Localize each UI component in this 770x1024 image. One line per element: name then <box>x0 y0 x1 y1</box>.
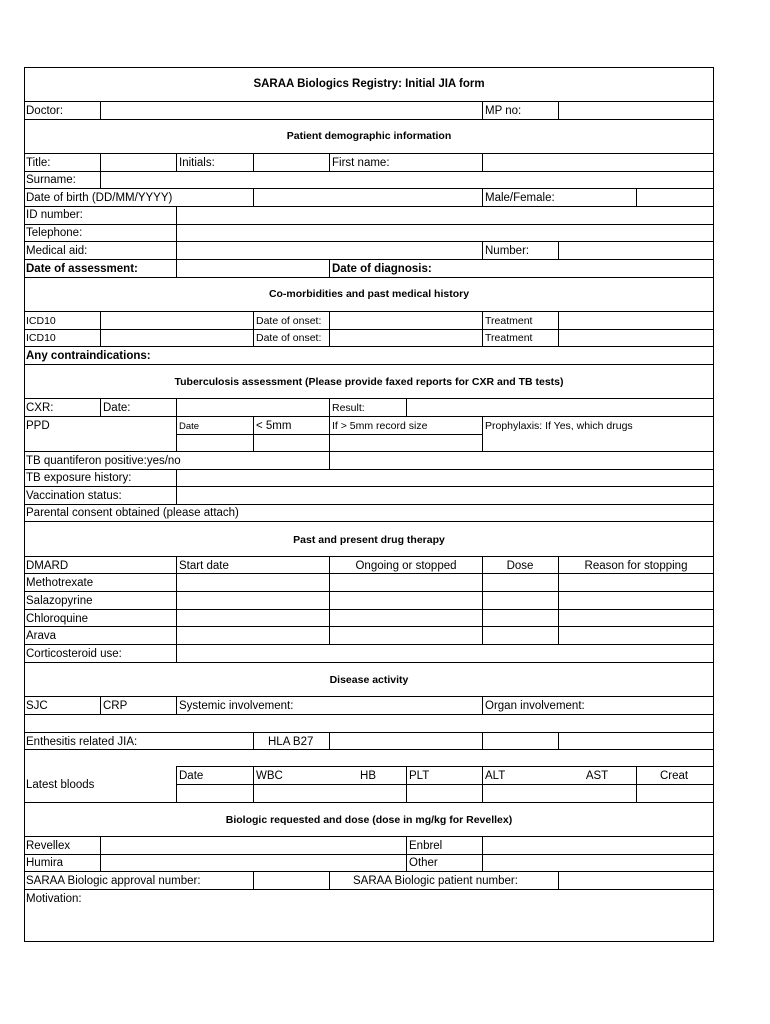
rule <box>24 871 714 872</box>
rule <box>100 153 101 171</box>
cxr-label: CXR: <box>26 402 54 414</box>
rule <box>558 732 559 749</box>
rule <box>24 714 714 715</box>
rule <box>100 398 101 416</box>
rule <box>636 766 637 802</box>
rule <box>558 311 559 346</box>
rule <box>176 153 177 171</box>
exposure-label: TB exposure history: <box>26 472 132 484</box>
surname-label: Surname: <box>26 174 76 186</box>
form-title: SARAA Biologics Registry: Initial JIA form <box>253 78 485 90</box>
corticosteroid-label: Corticosteroid use: <box>26 648 122 660</box>
drug-name: Methotrexate <box>26 577 94 589</box>
result-label: Result: <box>332 402 365 414</box>
rule <box>482 153 483 171</box>
quantiferon-label: TB quantiferon positive:yes/no <box>26 455 181 467</box>
drug-name: Chloroquine <box>26 613 89 625</box>
rule <box>24 486 714 487</box>
greater-5mm-label: If > 5mm record size <box>332 420 428 432</box>
reason-column-header: Reason for stopping <box>584 560 688 572</box>
rule <box>482 188 483 206</box>
rule <box>482 311 483 346</box>
rule <box>406 398 407 416</box>
rule <box>253 416 254 451</box>
rule <box>558 241 559 259</box>
patient-number-label: SARAA Biologic patient number: <box>353 875 518 887</box>
rule <box>24 889 714 890</box>
rule <box>176 556 177 662</box>
rule <box>176 766 714 767</box>
id-number-label: ID number: <box>26 209 83 221</box>
prophylaxis-label: Prophylaxis: If Yes, which drugs <box>485 420 633 432</box>
rule <box>329 259 330 277</box>
approval-number-label: SARAA Biologic approval number: <box>26 875 201 887</box>
rule <box>24 119 714 120</box>
dob-label: Date of birth (DD/MM/YYYY) <box>26 192 173 204</box>
hb-header: HB <box>360 770 376 782</box>
rule <box>406 766 407 802</box>
revellex-label: Revellex <box>26 840 71 852</box>
rule <box>253 311 254 346</box>
rule <box>176 469 177 504</box>
rule <box>329 451 330 469</box>
rule <box>482 241 483 259</box>
organ-label: Organ involvement: <box>485 700 585 712</box>
rule <box>100 171 101 188</box>
systemic-label: Systemic involvement: <box>179 700 294 712</box>
rule <box>482 732 483 749</box>
rule <box>100 696 101 714</box>
rule <box>100 311 101 346</box>
doctor-label: Doctor: <box>26 105 64 117</box>
treatment-label: Treatment <box>485 332 533 344</box>
bloods-date-header: Date <box>179 770 204 782</box>
rule <box>100 101 101 119</box>
treatment-label: Treatment <box>485 315 533 327</box>
disease-activity-heading: Disease activity <box>329 674 409 686</box>
rule <box>24 346 714 347</box>
other-label: Other <box>409 857 438 869</box>
onset-label: Date of onset: <box>256 332 322 344</box>
rule <box>482 766 483 802</box>
drug-name: Arava <box>26 630 57 642</box>
rule <box>253 188 254 206</box>
rule <box>253 732 254 749</box>
rule <box>24 451 714 452</box>
rule <box>24 311 714 312</box>
initials-label: Initials: <box>179 157 215 169</box>
rule <box>24 398 714 399</box>
hla-b27-label: HLA B27 <box>268 736 314 748</box>
onset-label: Date of onset: <box>256 315 322 327</box>
ppd-date-label: Date <box>179 421 200 432</box>
rule <box>24 67 714 68</box>
title-label: Title: <box>26 157 51 169</box>
mp-no-label: MP no: <box>485 105 522 117</box>
date-assessment-label: Date of assessment: <box>26 263 138 275</box>
rule <box>100 836 101 871</box>
medical-aid-label: Medical aid: <box>26 245 88 257</box>
rule <box>24 101 714 102</box>
rule <box>24 662 714 663</box>
ast-header: AST <box>585 770 609 782</box>
rule <box>176 766 177 802</box>
rule <box>24 416 714 417</box>
alt-header: ALT <box>485 770 506 782</box>
rule <box>329 556 330 644</box>
rule <box>482 556 483 644</box>
rule <box>558 556 559 644</box>
rule <box>24 188 714 189</box>
rule <box>24 609 714 610</box>
vaccination-label: Vaccination status: <box>26 490 122 502</box>
latest-bloods-label: Latest bloods <box>26 779 95 791</box>
rule <box>24 941 714 942</box>
rule <box>329 732 330 749</box>
rule <box>24 556 714 557</box>
rule <box>253 766 254 802</box>
rule <box>482 101 483 119</box>
date-diagnosis-label: Date of diagnosis: <box>332 263 432 275</box>
crp-label: CRP <box>103 700 128 712</box>
contraindications-label: Any contraindications: <box>26 350 151 362</box>
number-label: Number: <box>485 245 530 257</box>
rule <box>24 504 714 505</box>
creat-header: Creat <box>659 770 689 782</box>
cxr-date-label: Date: <box>103 402 131 414</box>
motivation-label: Motivation: <box>26 893 82 905</box>
rule <box>24 573 714 574</box>
rule <box>176 206 177 277</box>
rule <box>482 416 483 451</box>
rule <box>24 644 714 645</box>
rule <box>636 188 637 206</box>
rule <box>24 241 714 242</box>
rule <box>24 749 714 750</box>
rule <box>24 854 714 855</box>
consent-label: Parental consent obtained (please attach) <box>26 507 239 519</box>
demographics-heading: Patient demographic information <box>286 130 452 142</box>
rule <box>24 802 714 803</box>
rule <box>253 871 254 889</box>
rule <box>406 836 407 871</box>
rule <box>24 206 714 207</box>
dmard-column-header: DMARD <box>26 560 69 572</box>
enbrel-label: Enbrel <box>409 840 443 852</box>
rule <box>482 696 483 714</box>
rule <box>713 67 714 942</box>
ppd-label: PPD <box>26 420 50 432</box>
rule <box>24 67 25 942</box>
rule <box>24 521 714 522</box>
rule <box>329 871 330 889</box>
rule <box>24 364 714 365</box>
ongoing-column-header: Ongoing or stopped <box>355 560 457 572</box>
sjc-label: SJC <box>26 700 48 712</box>
rule <box>329 311 330 346</box>
less-5mm-label: < 5mm <box>256 420 292 432</box>
plt-header: PLT <box>409 770 430 782</box>
rule <box>176 696 177 714</box>
rule <box>24 696 714 697</box>
icd10-label: ICD10 <box>26 332 56 344</box>
biologic-heading: Biologic requested and dose (dose in mg/kg for Revellex) <box>225 814 513 826</box>
rule <box>176 784 714 785</box>
rule <box>176 398 177 451</box>
wbc-header: WBC <box>256 770 283 782</box>
rule <box>24 277 714 278</box>
telephone-label: Telephone: <box>26 227 83 239</box>
rule <box>24 591 714 592</box>
sex-label: Male/Female: <box>485 192 555 204</box>
first-name-label: First name: <box>332 157 390 169</box>
enthesitis-label: Enthesitis related JIA: <box>26 736 138 748</box>
tb-heading: Tuberculosis assessment (Please provide faxed reports for CXR and TB tests) <box>174 376 564 388</box>
rule <box>253 153 254 171</box>
rule <box>24 836 714 837</box>
rule <box>24 224 714 225</box>
rule <box>329 398 330 451</box>
rule <box>24 259 714 260</box>
drug-therapy-heading: Past and present drug therapy <box>293 534 445 546</box>
dose-column-header: Dose <box>506 560 534 572</box>
rule <box>24 469 714 470</box>
start-date-column-header: Start date <box>179 560 229 572</box>
comorbidities-heading: Co-morbidities and past medical history <box>268 288 470 300</box>
humira-label: Humira <box>26 857 64 869</box>
rule <box>24 329 714 330</box>
rule <box>24 153 714 154</box>
rule <box>482 836 483 871</box>
rule <box>24 732 714 733</box>
rule <box>329 153 330 171</box>
drug-name: Salazopyrine <box>26 595 93 607</box>
rule <box>24 626 714 627</box>
icd10-label: ICD10 <box>26 315 56 327</box>
rule <box>558 101 559 119</box>
rule <box>558 871 559 889</box>
rule <box>24 171 714 172</box>
